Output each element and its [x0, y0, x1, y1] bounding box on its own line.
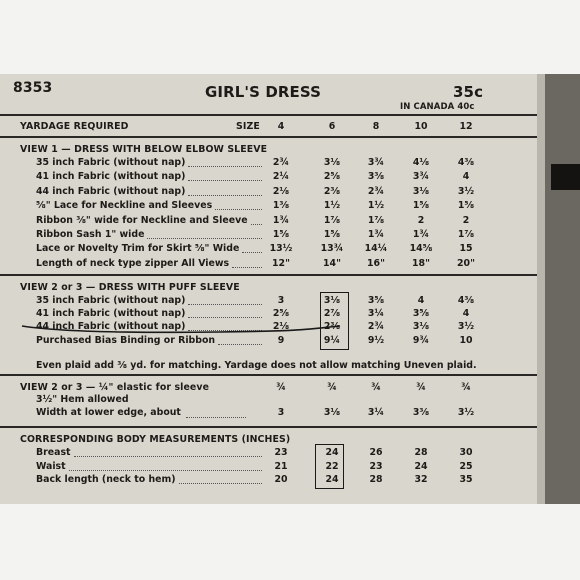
view1-row-label: 41 inch Fabric (without nap)	[36, 171, 186, 183]
body-value: 26	[369, 447, 383, 458]
view1-value: 1½	[367, 200, 385, 212]
pattern-title: GIRL'S DRESS	[205, 83, 321, 101]
view1-row-label: 35 inch Fabric (without nap)	[36, 157, 186, 168]
view1-value: 2	[462, 214, 470, 226]
view2-row-label: Purchased Bias Binding or Ribbon	[36, 334, 216, 346]
view2-value: 9¼	[323, 334, 341, 346]
view2-value: 2⅝	[272, 308, 290, 320]
plaid-note: Even plaid add ⅜ yd. for matching. Yardage does not allow matching Uneven plaid.	[36, 360, 477, 371]
hem-note: 3½" Hem allowed	[36, 394, 129, 405]
width-value: 3⅜	[412, 407, 430, 418]
body-heading: CORRESPONDING BODY MEASUREMENTS (INCHES)	[20, 434, 291, 445]
canada-price: IN CANADA 40c	[400, 102, 475, 112]
view2-value: 2⅞	[323, 308, 341, 320]
view1-value: 2⅜	[323, 185, 341, 197]
paper-edge	[537, 74, 545, 504]
view1-row-label: Lace or Novelty Trim for Skirt ⅝" Wide	[36, 243, 240, 255]
view1-value: 1⅜	[272, 200, 290, 212]
view1-value: 1½	[323, 200, 341, 212]
width-value: 3	[277, 407, 285, 418]
view1-value: 3⅛	[412, 185, 430, 197]
view1-value: 1⅝	[412, 200, 430, 212]
view1-value: 1¾	[272, 214, 290, 226]
view1-value: 2¾	[272, 157, 290, 168]
view2-value: 4	[462, 308, 470, 320]
view2-value: 3¼	[367, 308, 385, 320]
price: 35c	[453, 83, 484, 101]
view1-value: 3½	[457, 185, 475, 197]
view1-heading: VIEW 1 — DRESS WITH BELOW ELBOW SLEEVE	[20, 144, 268, 155]
size-6: 6	[328, 121, 336, 132]
view2-value: 3⅛	[323, 295, 341, 306]
yardage-required-label: YARDAGE REQUIRED	[20, 121, 129, 132]
view1-value: 2⅝	[323, 171, 341, 183]
view1-value: 20"	[457, 257, 475, 269]
view1-value: 13¾	[320, 243, 344, 255]
width-label: Width at lower edge, about	[36, 407, 181, 418]
body-value: 20	[274, 474, 288, 485]
width-value: 3½	[457, 407, 475, 418]
view1-value: 4	[462, 171, 470, 183]
elastic-value: ¾	[371, 382, 381, 393]
body-value: 25	[459, 460, 473, 472]
view1-row-label: Ribbon Sash 1" wide	[36, 229, 145, 240]
view1-value: 4⅛	[412, 157, 430, 168]
size-4: 4	[277, 121, 285, 132]
elastic-value: ¾	[461, 382, 471, 393]
view1-value: 1⅝	[457, 200, 475, 212]
body-value: 30	[459, 447, 473, 458]
view2-heading: VIEW 2 or 3 — DRESS WITH PUFF SLEEVE	[20, 282, 240, 293]
body-value: 21	[274, 460, 288, 472]
view1-value: 2¾	[367, 185, 385, 197]
view1-value: 16"	[367, 257, 385, 269]
body-value: 23	[274, 447, 288, 458]
view2-value: 2⅛	[272, 321, 290, 333]
dark-tab	[551, 164, 580, 190]
view1-value: 3⅛	[323, 157, 341, 168]
pattern-envelope-back	[0, 74, 580, 504]
view2-value: 9½	[367, 334, 385, 346]
view1-value: 14"	[323, 257, 341, 269]
view1-value: 1¾	[367, 229, 385, 240]
view1-row-label: 44 inch Fabric (without nap)	[36, 185, 186, 197]
body-value: 28	[414, 447, 428, 458]
view1-value: 18"	[412, 257, 430, 269]
view1-value: 3⅜	[367, 171, 385, 183]
view1-value: 14⅝	[409, 243, 433, 255]
view2-row-label: 44 inch Fabric (without nap)	[36, 321, 186, 333]
body-value: 28	[369, 474, 383, 485]
body-value: 24	[414, 460, 428, 472]
body-row-label: Back length (neck to hem)	[36, 474, 176, 485]
view1-value: 15	[459, 243, 473, 255]
body-value: 22	[325, 460, 339, 472]
view1-value: 1⅝	[272, 229, 290, 240]
view2-value: 3⅛	[412, 321, 430, 333]
body-value: 24	[325, 447, 339, 458]
view1-value: 1⅞	[323, 214, 341, 226]
body-value: 23	[369, 460, 383, 472]
body-row-label: Breast	[36, 447, 71, 458]
size-8: 8	[372, 121, 380, 132]
view1-value: 2⅛	[272, 185, 290, 197]
background-edge	[537, 74, 580, 504]
width-value: 3⅛	[323, 407, 341, 418]
size-10: 10	[414, 121, 428, 132]
width-value: 3¼	[367, 407, 385, 418]
view2-value: 3	[277, 295, 285, 306]
view1-value: 13½	[269, 243, 293, 255]
pen-strike-line	[0, 74, 537, 504]
elastic-value: ¾	[416, 382, 426, 393]
view1-value: 2	[417, 214, 425, 226]
body-row-label: Waist	[36, 460, 66, 472]
view2-value: 9¾	[412, 334, 430, 346]
view1-value: 1⅞	[457, 229, 475, 240]
view1-row-label: ⅝" Lace for Neckline and Sleeves	[36, 200, 213, 212]
view1-value: 4⅜	[457, 157, 475, 168]
elastic-value: ¾	[276, 382, 286, 393]
size-label: SIZE	[236, 121, 260, 132]
view2-row-label: 35 inch Fabric (without nap)	[36, 295, 186, 306]
view2-value: 10	[459, 334, 473, 346]
view1-value: 2¼	[272, 171, 290, 183]
view3-heading: VIEW 2 or 3 — ¼" elastic for sleeve	[20, 382, 210, 393]
view1-value: 14¼	[364, 243, 388, 255]
view1-value: 1⅝	[323, 229, 341, 240]
view2-value: 4⅜	[457, 295, 475, 306]
body-value: 24	[325, 474, 339, 485]
view2-row-label: 41 inch Fabric (without nap)	[36, 308, 186, 320]
body-value: 32	[414, 474, 428, 485]
view1-value: 12"	[272, 257, 290, 269]
view2-value: 9	[277, 334, 285, 346]
elastic-value: ¾	[327, 382, 337, 393]
view2-value: 3½	[457, 321, 475, 333]
view1-value: 3¾	[367, 157, 385, 168]
view2-value: 2¾	[367, 321, 385, 333]
view1-row-label: Length of neck type zipper All Views	[36, 257, 230, 269]
view2-value: 3⅝	[367, 295, 385, 306]
view1-value: 1⅞	[367, 214, 385, 226]
view2-value: 4	[417, 295, 425, 306]
pattern-number: 8353	[13, 80, 53, 96]
view1-value: 1¾	[412, 229, 430, 240]
body-value: 35	[459, 474, 473, 485]
view2-value: 2⅜	[323, 321, 341, 333]
size-12: 12	[459, 121, 473, 132]
view1-row-label: Ribbon ⅜" wide for Neckline and Sleeve	[36, 214, 248, 226]
view2-value: 3⅝	[412, 308, 430, 320]
view1-value: 3¾	[412, 171, 430, 183]
